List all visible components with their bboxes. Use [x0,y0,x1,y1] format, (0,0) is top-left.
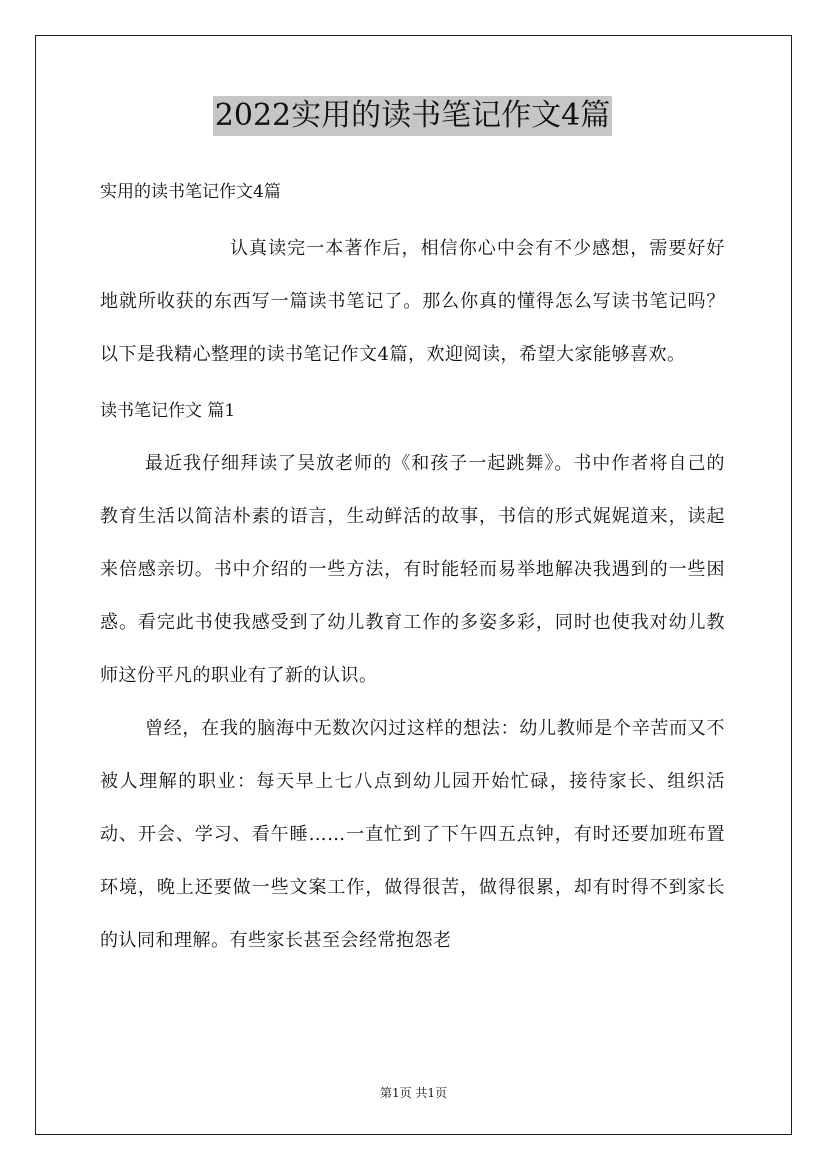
body-paragraph: 曾经，在我的脑海中无数次闪过这样的想法：幼儿教师是个辛苦而又不被人理解的职业：每天早上七八点到幼儿园开始忙碌，接待家长、组织活动、开会、学习、看午睡……一直忙到了下午四五点钟，有时还要加班布置环境，晚上还要做一些文案工作，做得很苦，做得很累，却有时得不到家长的认同和理解。有些家长甚至会经常抱怨老 [100,718,725,951]
body-paragraph: 最近我仔细拜读了吴放老师的《和孩子一起跳舞》。书中作者将自己的教育生活以简洁朴素的语言，生动鲜活的故事，书信的形式娓娓道来，读起来倍感亲切。书中介绍的一些方法，有时能轻而易举地解决我遇到的一些困惑。看完此书使我感受到了幼儿教育工作的多姿多彩，同时也使我对幼儿教师这份平凡的职业有了新的认识。 [100,453,725,686]
intro-paragraph: 认真读完一本著作后，相信你心中会有不少感想，需要好好地就所收获的东西写一篇读书笔记了。那么你真的懂得怎么写读书笔记吗？以下是我精心整理的读书笔记作文4篇，欢迎阅读，希望大家能够喜欢。 [100,238,725,365]
title-container [100,96,725,136]
document-subtitle: 实用的读书笔记作文4篇 [100,182,281,202]
page-footer: 第1页 共1页 [379,1086,448,1100]
section-heading: 读书笔记作文 篇1 [100,401,236,421]
document-body [100,96,725,967]
document-title: 2022实用的读书笔记作文4篇 [213,96,612,136]
